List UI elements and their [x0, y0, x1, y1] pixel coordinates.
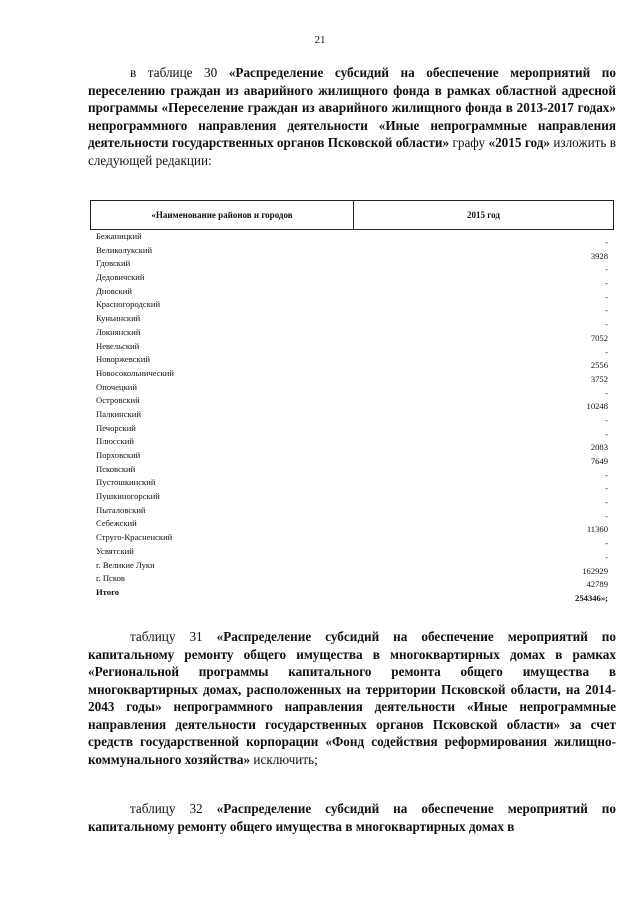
subsidy-value: 42789 [586, 579, 608, 590]
header-year: 2015 год [467, 210, 500, 220]
subsidy-value: 11360 [586, 524, 608, 535]
district-name: Струго-Красненский [96, 532, 173, 543]
table-row [96, 449, 608, 466]
subsidy-value: 2556 [590, 360, 608, 371]
subsidy-value: - [605, 264, 608, 275]
subsidy-value: 254346»; [575, 592, 608, 603]
subsidy-value: 7649 [590, 456, 608, 466]
district-name: Печорский [96, 422, 136, 433]
table-row [96, 271, 608, 289]
table-header [90, 200, 614, 230]
table-row [96, 517, 608, 535]
district-name: Новоржевский [96, 354, 150, 365]
table-row [96, 504, 608, 521]
table-row [96, 285, 608, 302]
table-row [96, 381, 608, 398]
table-row [96, 298, 608, 316]
table-row [96, 326, 608, 343]
table-row [96, 340, 608, 357]
district-name: Дедовичский [96, 272, 145, 283]
subsidy-value: - [605, 510, 608, 521]
table-row [96, 435, 608, 453]
district-name: Пустошкинский [96, 477, 156, 488]
paragraph-lead: таблицу 31 [130, 629, 217, 644]
subsidy-value: - [605, 497, 608, 508]
district-name: Палкинский [96, 408, 141, 419]
table-row [96, 476, 608, 494]
subsidy-value: 3928 [590, 250, 608, 261]
table-row [96, 545, 608, 562]
paragraph-mid: графу [449, 135, 489, 150]
table-title: «Распределение субсидий на обеспечение мероприятий по переселению граждан из аварийного жилищного фонда в рамках областной адресной программы «Переселение граждан из аварийного жилищного фонда в 2013-2017 годах» непрограммного направления деятельности «Иные непрограммные направления деятельности государственных органов Псковской области» [88, 65, 616, 150]
subsidy-value: - [605, 346, 608, 357]
district-name: Дновский [96, 285, 132, 296]
subsidy-value: - [605, 469, 608, 480]
table-row [96, 559, 608, 576]
district-name: Бежаницкий [96, 231, 142, 241]
table-row [96, 586, 608, 603]
subsidy-value: - [605, 305, 608, 316]
column-reference: «2015 год» [488, 135, 550, 150]
table-title: «Распределение субсидий на обеспечение мероприятий по капитальному ремонту общего имущества в многоквартирных домах в [88, 801, 616, 834]
subsidy-value: - [605, 428, 608, 439]
paragraph-table-30 [88, 64, 616, 169]
district-name: Усвятский [96, 545, 134, 556]
subsidy-value: - [605, 387, 608, 398]
header-district-name: «Наименование районов и городов [91, 201, 354, 229]
table-row [96, 408, 608, 425]
district-name: Куньинский [96, 313, 141, 324]
district-name: г. Великие Луки [96, 559, 155, 570]
district-name: Новосокольнический [96, 367, 174, 378]
paragraph-table-32 [88, 800, 616, 835]
district-name: г. Псков [96, 573, 125, 584]
subsidy-value: - [605, 291, 608, 302]
table-row [96, 244, 608, 261]
table-row [96, 230, 608, 247]
table-row [96, 312, 608, 330]
district-name: Островский [96, 395, 140, 406]
district-name: Пушкиногорский [96, 491, 160, 502]
district-name: Плюсский [96, 436, 134, 447]
district-name: Себежский [96, 518, 137, 529]
district-name: Великолукский [96, 244, 153, 255]
table-row [96, 490, 608, 508]
paragraph-lead: в таблице 30 [130, 65, 229, 80]
subsidy-value: 2083 [590, 442, 608, 453]
district-name: Гдовский [96, 258, 131, 269]
district-name: Порховский [96, 450, 141, 460]
table-body [96, 230, 608, 603]
table-row [96, 394, 608, 412]
paragraph-tail: исключить; [250, 751, 318, 767]
subsidy-value: - [605, 414, 608, 425]
table-title: «Распределение субсидий на обеспечение мероприятий по капитальному ремонту общего имущества в многоквартирных домах в рамках «Региональной программы капитального ремонта общего имущества в многоквартирных домах, расположенных на территории Псковской области, на 2014-2043 годы» непрограммного направления деятельности «Иные непрограммные направления деятельности государственных органов Псковской области» за счет средств государственной корпорации «Фонд содействия реформирования жилищно-коммунального хозяйства» [88, 629, 616, 767]
subsidy-value: - [605, 551, 608, 562]
paragraph-table-31 [88, 628, 616, 768]
table-row [96, 353, 608, 371]
subsidy-value: - [605, 483, 608, 494]
subsidy-value: - [605, 319, 608, 330]
table-row [96, 572, 608, 590]
subsidy-value: 7052 [590, 332, 608, 343]
district-name: Итого [96, 586, 120, 597]
paragraph-lead: таблицу 32 [130, 801, 217, 816]
district-name: Невельский [96, 340, 140, 351]
table-row [96, 257, 608, 275]
subsidy-value: 162929 [582, 565, 608, 576]
district-name: Красногородский [96, 299, 161, 310]
subsidy-value: - [605, 538, 608, 549]
table-row [96, 367, 608, 384]
table-row [96, 463, 608, 480]
district-name: Псковский [96, 463, 136, 474]
district-name: Опочецкий [96, 381, 137, 392]
district-name: Локнянский [96, 326, 141, 337]
paragraph-tail: изложить в следующей редакции: [88, 135, 616, 168]
page-number: 21 [314, 34, 326, 46]
subsidy-value: - [605, 278, 608, 289]
district-name: Пыталовский [96, 504, 146, 515]
subsidy-value: - [605, 237, 608, 247]
table-row [96, 422, 608, 439]
subsidy-value: 10248 [586, 401, 608, 412]
subsidy-value: 3752 [590, 373, 608, 384]
table-row [96, 531, 608, 549]
